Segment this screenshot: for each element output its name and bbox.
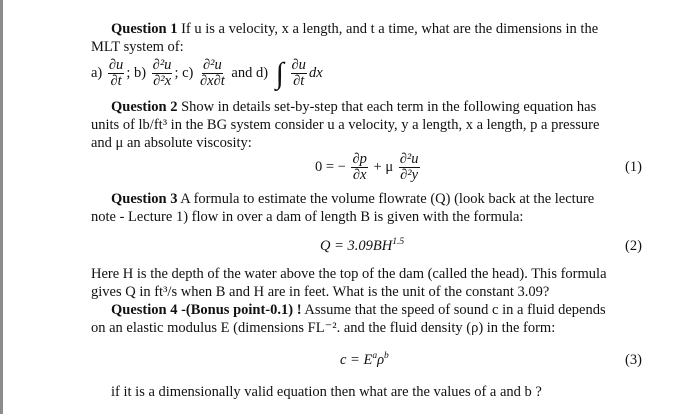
q2-line-1 xyxy=(111,98,596,116)
q3-eq: Q = 3.09BH xyxy=(320,238,393,254)
q2-text-3: and μ an absolute viscosity: xyxy=(91,135,252,151)
q2-label: Question 2 xyxy=(111,99,178,115)
q1-option-a-fraction xyxy=(108,59,124,88)
q1-option-a-label: a) xyxy=(91,65,103,81)
q3-eq-exponent: 1.5 xyxy=(392,237,405,247)
q1-label: Question 1 xyxy=(111,21,178,37)
q1-b-denominator: ∂²x xyxy=(153,73,172,90)
q1-text-1: If u is a velocity, x a length, and t a time, what are the dimensions in the xyxy=(181,21,599,37)
q1-b-numerator: ∂²u xyxy=(152,57,172,74)
q1-line-2 xyxy=(91,38,184,56)
q3-line-3 xyxy=(91,265,607,283)
q2-eq-lhs: 0 = − xyxy=(315,159,346,175)
q2-p-denominator: ∂x xyxy=(352,167,367,184)
q3-line-1 xyxy=(111,190,594,208)
q1-d-differential: dx xyxy=(308,65,323,81)
q3-text-3: Here H is the depth of the water above the top of the dam (called the head). This formula xyxy=(91,266,607,282)
equation-number-1: (1) xyxy=(625,159,642,175)
q1-options xyxy=(91,56,323,90)
q4-line-3 xyxy=(111,383,542,401)
q2-u-numerator: ∂²u xyxy=(399,151,419,168)
q3-line-4 xyxy=(91,283,549,301)
q3-label: Question 3 xyxy=(111,191,178,207)
q1-option-d-label: and d) xyxy=(231,65,269,81)
q1-a-numerator: ∂u xyxy=(108,57,124,74)
q4-text-1: Assume that the speed of sound c in a fluid depends xyxy=(304,302,606,318)
integral-sign: ∫ xyxy=(275,56,284,90)
q3-equation xyxy=(320,237,404,255)
q1-c-denominator: ∂x∂t xyxy=(199,73,225,90)
q2-viscous-term xyxy=(399,153,420,182)
q1-a-denominator: ∂t xyxy=(110,73,122,90)
q3-line-2 xyxy=(91,208,523,226)
q1-line-1 xyxy=(111,20,598,38)
q1-option-c-fraction xyxy=(199,59,226,88)
q2-pressure-gradient xyxy=(351,153,367,182)
q4-text-2: on an elastic modulus E (dimensions FL⁻². and the fluid density (ρ) in the form: xyxy=(91,320,556,336)
q3-text-2: note - Lecture 1) flow in over a dam of length B is given with the formula: xyxy=(91,209,524,225)
q4-eq-base: c = E xyxy=(340,352,373,368)
q3-text-1: A formula to estimate the volume flowrate (Q) (look back at the lecture xyxy=(180,191,595,207)
q4-label: Question 4 -(Bonus point-0.1) ! xyxy=(111,302,302,318)
q4-text-3: if it is a dimensionally valid equation then what are the values of a and b ? xyxy=(111,384,542,400)
q1-text-2: MLT system of: xyxy=(91,39,184,55)
q2-u-denominator: ∂²y xyxy=(400,167,419,184)
q2-line-2 xyxy=(91,116,599,134)
q4-line-1 xyxy=(111,301,606,319)
q2-line-3 xyxy=(91,134,252,152)
q1-c-numerator: ∂²u xyxy=(203,57,222,74)
q2-p-numerator: ∂p xyxy=(352,151,367,168)
q1-option-b-fraction xyxy=(152,59,173,88)
q1-option-c-label: ; c) xyxy=(174,65,194,81)
q1-d-numerator: ∂u xyxy=(291,57,306,74)
q2-text-2: units of lb/ft³ in the BG system consider u a velocity, y a length, x a length, p a pressure xyxy=(91,117,600,133)
q1-d-denominator: ∂t xyxy=(293,73,305,90)
q4-eq-exponent-a: a xyxy=(372,351,378,361)
q2-eq-plus-mu: + μ xyxy=(373,159,394,175)
q4-eq-exponent-b: b xyxy=(384,351,389,361)
q4-eq-rho: ρ xyxy=(377,352,385,368)
q3-text-4: gives Q in ft³/s when B and H are in feet. What is the unit of the constant 3.09? xyxy=(91,284,550,300)
q1-option-b-label: ; b) xyxy=(126,65,147,81)
q4-line-2 xyxy=(91,319,555,337)
equation-number-3: (3) xyxy=(625,352,642,368)
q4-equation xyxy=(340,351,389,369)
q2-text-1: Show in details set-by-step that each term in the following equation has xyxy=(181,99,597,115)
q1-option-d-fraction xyxy=(291,59,307,88)
equation-number-2: (2) xyxy=(625,238,642,254)
page-left-border xyxy=(0,0,3,414)
q2-equation xyxy=(315,150,422,184)
